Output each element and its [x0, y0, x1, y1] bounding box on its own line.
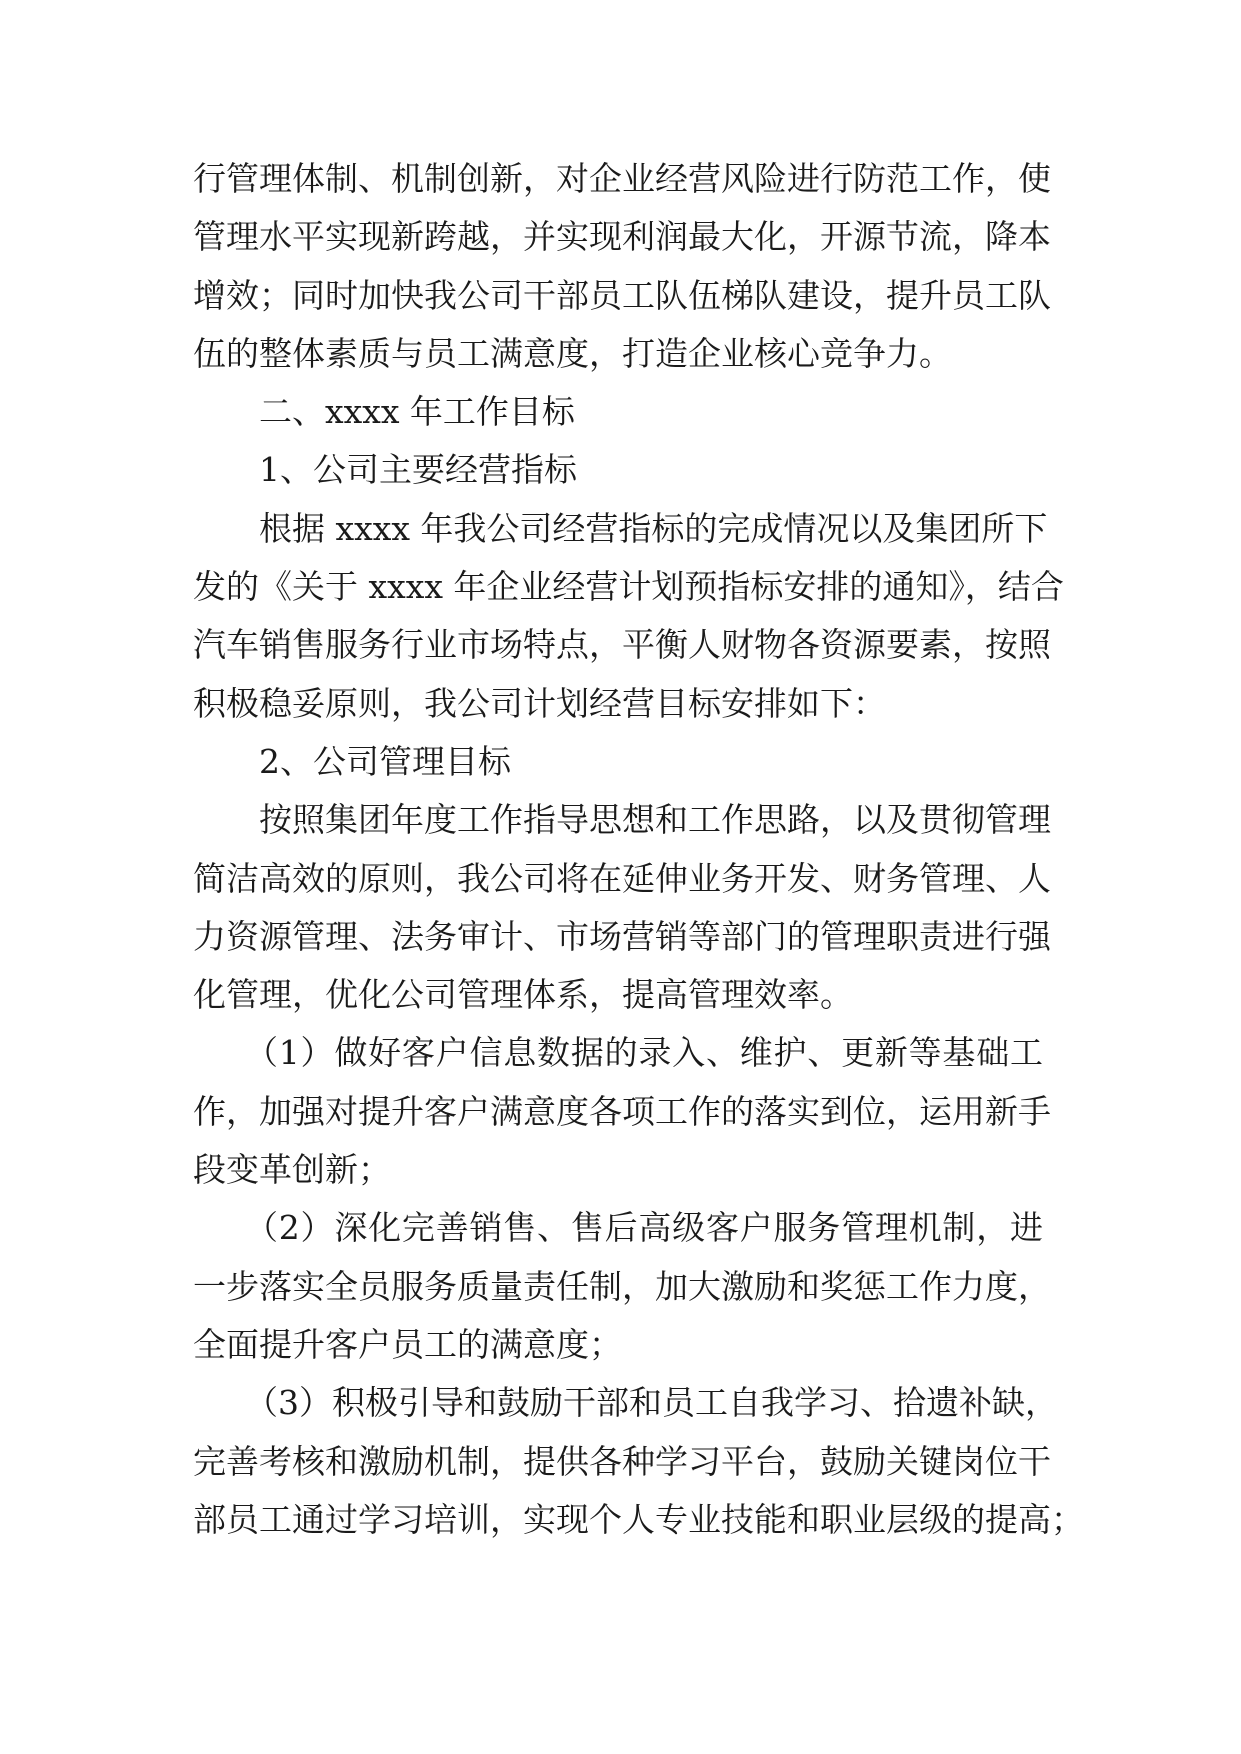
list-item-line: （3）积极引导和鼓励干部和员工自我学习、拾遗补缺， — [245, 1383, 1058, 1423]
subsection-heading: 1、公司主要经营指标 — [259, 450, 577, 490]
paragraph-line: 化管理，优化公司管理体系，提高管理效率。 — [193, 975, 853, 1015]
list-item-line: 全面提升客户员工的满意度； — [193, 1324, 622, 1364]
paragraph-line: 管理水平实现新跨越，并实现利润最大化，开源节流，降本 — [193, 217, 1051, 257]
paragraph-line: 积极稳妥原则，我公司计划经营目标安排如下： — [193, 683, 886, 723]
list-item-line: 一步落实全员服务质量责任制，加大激励和奖惩工作力度， — [193, 1266, 1051, 1306]
subsection-heading: 2、公司管理目标 — [259, 741, 511, 781]
section-heading: 二、xxxx 年工作目标 — [259, 392, 575, 432]
paragraph-line: 力资源管理、法务审计、市场营销等部门的管理职责进行强 — [193, 916, 1051, 956]
paragraph-line: 行管理体制、机制创新，对企业经营风险进行防范工作，使 — [193, 159, 1051, 198]
paragraph-line: 按照集团年度工作指导思想和工作思路，以及贯彻管理 — [259, 800, 1051, 840]
list-item-line: （2）深化完善销售、售后高级客户服务管理机制，进 — [245, 1208, 1043, 1248]
list-item-line: （1）做好客户信息数据的录入、维护、更新等基础工 — [245, 1033, 1043, 1073]
paragraph-line: 根据 xxxx 年我公司经营指标的完成情况以及集团所下 — [259, 508, 1048, 548]
list-item-line: 完善考核和激励机制，提供各种学习平台，鼓励关键岗位干 — [193, 1441, 1051, 1481]
list-item-line: 部员工通过学习培训，实现个人专业技能和职业层级的提高； — [193, 1499, 1084, 1539]
paragraph-line: 增效；同时加快我公司干部员工队伍梯队建设，提升员工队 — [193, 275, 1051, 315]
paragraph-line: 伍的整体素质与员工满意度，打造企业核心竞争力。 — [193, 333, 952, 373]
document-body — [193, 150, 1084, 1549]
list-item-line: 作，加强对提升客户满意度各项工作的落实到位，运用新手 — [193, 1091, 1051, 1131]
paragraph-line: 发的《关于 xxxx 年企业经营计划预指标安排的通知》，结合 — [193, 567, 1064, 607]
paragraph-line: 简洁高效的原则，我公司将在延伸业务开发、财务管理、人 — [193, 858, 1051, 898]
list-item-line: 段变革创新； — [193, 1150, 391, 1190]
paragraph-line: 汽车销售服务行业市场特点，平衡人财物各资源要素，按照 — [193, 625, 1051, 665]
